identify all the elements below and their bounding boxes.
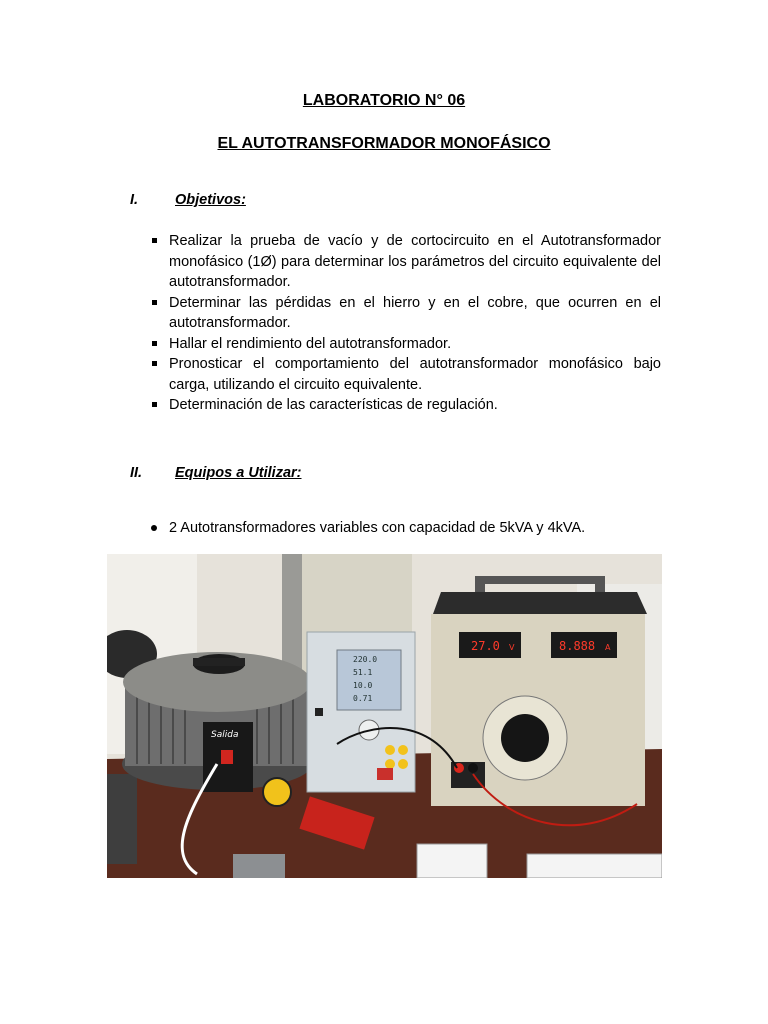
list-item-text: Pronosticar el comportamiento del autotransformador monofásico bajo carga, utilizando el circuito equivalente.	[169, 356, 661, 393]
meter-reading: 51.1	[353, 668, 373, 677]
power-meter-panel	[307, 632, 415, 792]
section-number: II.	[130, 465, 143, 481]
list-item-text: Hallar el rendimiento del autotransformador.	[169, 335, 452, 352]
meter-terminal	[398, 759, 408, 769]
terminal-black	[468, 763, 478, 773]
meter-switch	[315, 708, 323, 716]
cable-bundle	[107, 774, 137, 864]
square-bullet-icon	[152, 402, 157, 407]
document-title: LABORATORIO N° 06	[302, 92, 466, 109]
meter-reading: 0.71	[353, 694, 373, 703]
list-item-text: 2 Autotransformadores variables con capacidad de 5kVA y 4kVA.	[169, 520, 586, 536]
variac-label: Salida	[211, 730, 239, 740]
cabinet-dial-knob	[501, 714, 549, 762]
list-item	[148, 518, 661, 538]
display-reading-left: 27.0	[471, 639, 500, 653]
list-item	[148, 354, 661, 395]
variac-left	[122, 652, 312, 792]
cabinet-handle-bar	[475, 576, 605, 584]
calculator	[233, 854, 285, 878]
notebook	[417, 844, 487, 878]
variac-knob-side	[193, 658, 245, 666]
list-item	[148, 293, 661, 334]
square-bullet-icon	[152, 300, 157, 305]
display-unit-right: A	[605, 643, 611, 652]
meter-reading: 10.0	[353, 681, 373, 690]
meter-terminal	[385, 759, 395, 769]
objectives-list	[148, 231, 661, 416]
round-bullet-icon	[151, 525, 157, 531]
list-item	[148, 231, 661, 293]
list-item-text: Realizar la prueba de vacío y de cortocircuito en el Autotransformador monofásico (1Ø) para determinar los parámetros del circuito equivalente del autotransformador.	[169, 233, 661, 290]
section-heading: Objetivos:	[175, 192, 246, 208]
section-equipos-heading	[130, 465, 302, 481]
list-item-text: Determinación de las características de regulación.	[169, 397, 498, 413]
lab-equipment-photo	[107, 554, 662, 878]
section-heading: Equipos a Utilizar:	[175, 465, 302, 481]
meter-terminal	[385, 745, 395, 755]
clamp-meter-jaw	[263, 778, 291, 806]
cabinet-autotransformer	[431, 576, 647, 806]
display-reading-right: 8.888	[559, 639, 596, 653]
cabinet-top	[433, 592, 647, 614]
variac-fuse	[221, 750, 233, 764]
meter-reading: 220.0	[353, 655, 378, 664]
meter-terminal	[398, 745, 408, 755]
square-bullet-icon	[152, 361, 157, 366]
document-subtitle: EL AUTOTRANSFORMADOR MONOFÁSICO	[217, 135, 551, 152]
section-number: I.	[130, 192, 139, 208]
list-item	[148, 334, 661, 355]
square-bullet-icon	[152, 341, 157, 346]
section-objetivos-heading	[130, 192, 246, 208]
list-item	[148, 395, 661, 416]
square-bullet-icon	[152, 238, 157, 243]
meter-stop-button	[377, 768, 393, 780]
display-unit-left: V	[509, 643, 515, 652]
notebook	[527, 854, 662, 878]
list-item-text: Determinar las pérdidas en el hierro y en el cobre, que ocurren en el autotransformador.	[169, 294, 661, 331]
equipment-list	[148, 518, 661, 538]
